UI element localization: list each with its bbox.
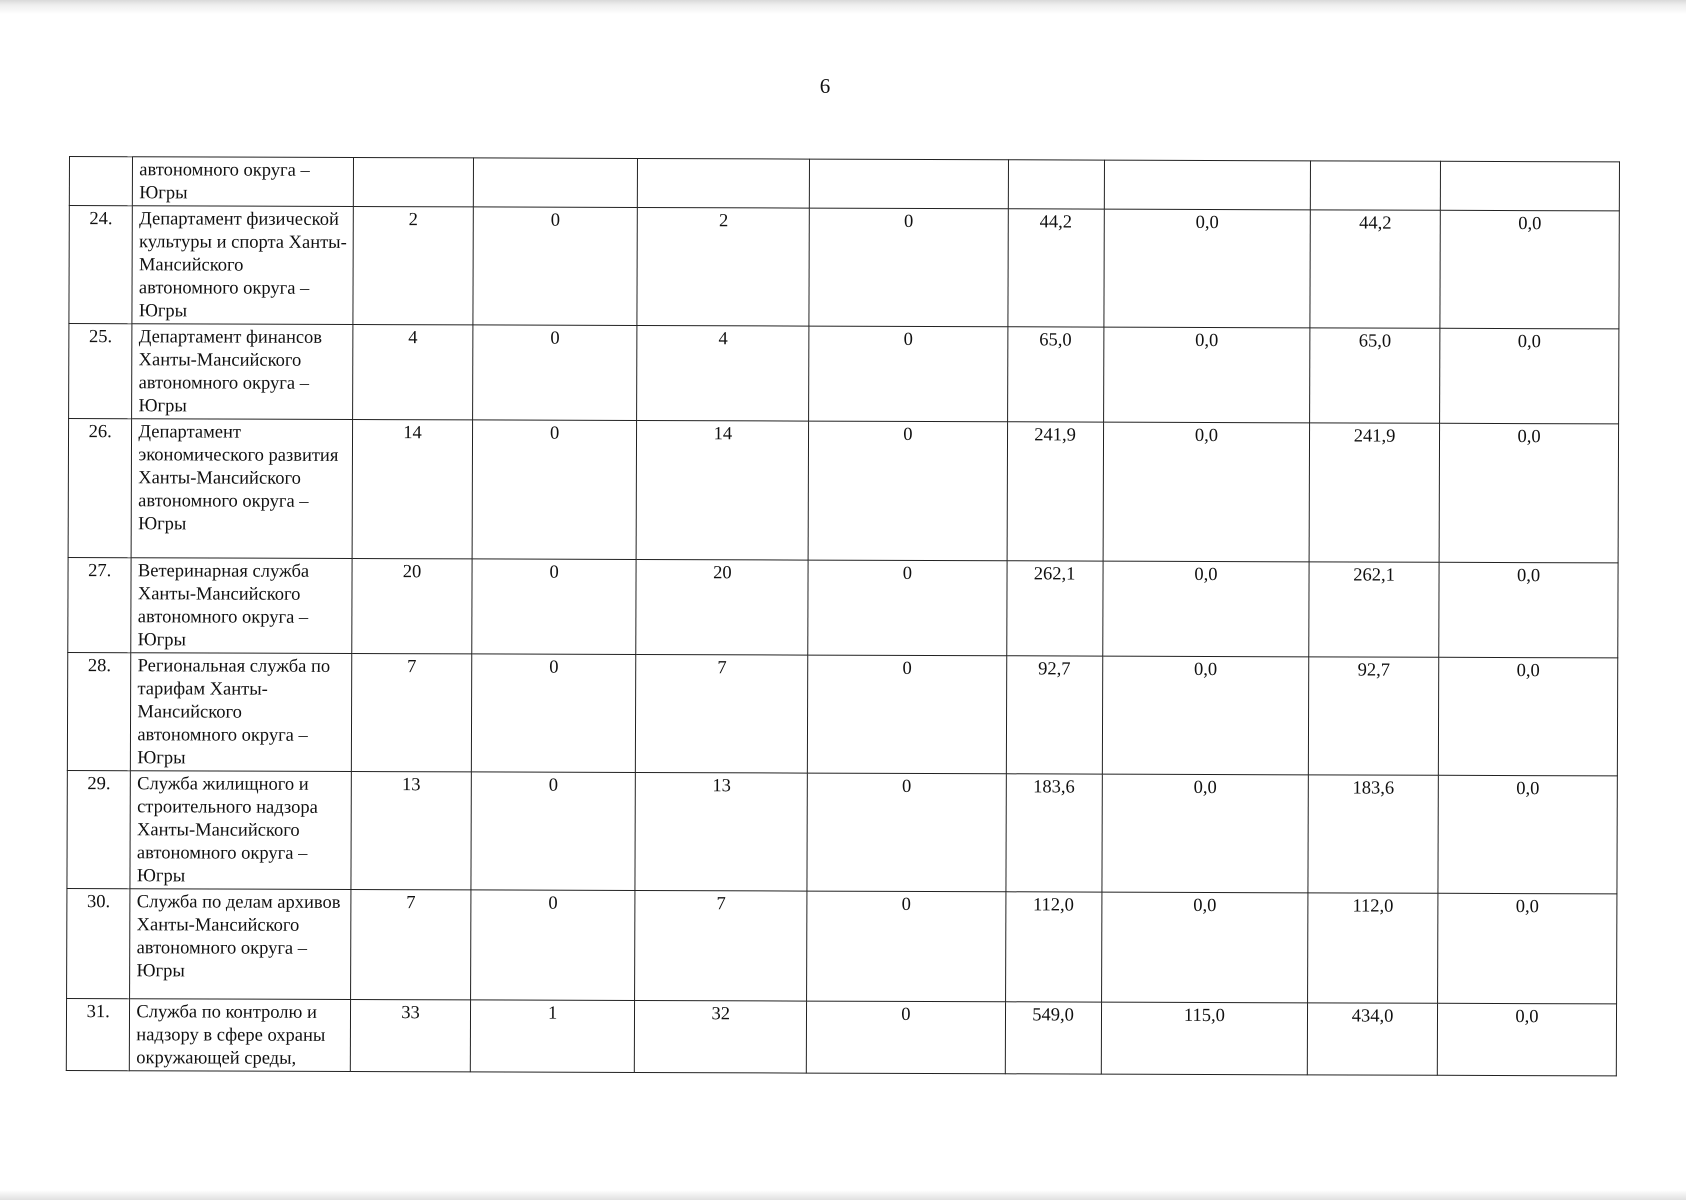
table-row (67, 770, 1617, 893)
value-cell: 65,0 (1310, 328, 1440, 423)
value-cell: 4 (637, 325, 809, 421)
organization-name: Региональная служба по тарифам Ханты-Мансийского автономного округа – Югры (131, 653, 352, 772)
value-cell: 262,1 (1309, 562, 1439, 657)
value-cell: 92,7 (1309, 657, 1439, 775)
page-number: 6 (819, 74, 831, 98)
value-cell: 0 (471, 654, 636, 773)
value-cell: 0,0 (1439, 562, 1618, 658)
row-number: 24. (69, 206, 133, 324)
organization-name: Департамент экономического развития Ханты-Мансийского автономного округа – Югры (131, 419, 352, 559)
value-cell: 7 (352, 653, 472, 771)
value-cell: 241,9 (1007, 422, 1104, 561)
value-cell: 241,9 (1309, 423, 1439, 562)
organization-name: Департамент физической культуры и спорта Ханты-Мансийского автономного округа – Югры (132, 206, 353, 325)
value-cell: 44,2 (1007, 209, 1104, 327)
value-cell: 0 (472, 325, 637, 421)
value-cell: 44,2 (1310, 210, 1440, 328)
organization-name: Ветеринарная служба Ханты-Мансийского автономного округа – Югры (131, 558, 352, 654)
value-cell: 0 (473, 207, 638, 326)
organization-name: Служба по контролю и надзору в сфере охраны окружающей среды, (130, 999, 351, 1072)
row-number (69, 157, 133, 206)
value-cell: 0,0 (1102, 561, 1309, 657)
value-cell: 14 (352, 419, 472, 558)
value-cell: 549,0 (1005, 1002, 1101, 1074)
value-cell: 0,0 (1438, 657, 1617, 776)
value-cell: 112,0 (1308, 893, 1438, 1003)
value-cell: 0,0 (1102, 656, 1309, 775)
value-cell: 0 (472, 420, 637, 560)
value-cell: 0 (808, 421, 1007, 561)
table-row (66, 998, 1616, 1075)
value-cell: 0,0 (1440, 210, 1619, 329)
value-cell: 112,0 (1005, 892, 1101, 1002)
value-cell: 0,0 (1438, 893, 1617, 1004)
value-cell: 14 (637, 420, 809, 560)
value-cell: 0 (808, 655, 1007, 774)
value-cell: 0 (809, 208, 1008, 327)
value-cell: 434,0 (1307, 1003, 1437, 1075)
value-cell: 7 (635, 890, 807, 1001)
row-number: 28. (67, 652, 131, 770)
table-row (67, 888, 1617, 1003)
value-cell: 1 (470, 1000, 635, 1073)
value-cell: 7 (636, 654, 808, 773)
value-cell: 33 (351, 999, 471, 1071)
value-cell: 0 (807, 891, 1006, 1002)
value-cell (473, 158, 638, 208)
value-cell: 20 (352, 558, 472, 653)
value-cell: 0 (809, 326, 1008, 422)
row-number: 27. (68, 557, 132, 652)
value-cell: 0,0 (1103, 422, 1310, 562)
table-row (67, 652, 1617, 775)
row-number: 29. (67, 770, 131, 888)
value-cell: 0 (807, 773, 1006, 892)
value-cell: 0 (470, 890, 635, 1001)
row-number: 26. (68, 419, 132, 558)
organization-name: Служба жилищного и строительного надзора Ханты-Мансийского автономного округа – Югры (130, 771, 351, 890)
data-table (66, 156, 1620, 1076)
value-cell (1008, 160, 1104, 209)
value-cell: 0,0 (1101, 892, 1308, 1003)
value-cell: 0,0 (1104, 209, 1311, 328)
value-cell (810, 159, 1009, 209)
value-cell: 2 (353, 206, 473, 324)
organization-name: автономного округа – Югры (133, 157, 354, 207)
value-cell (1440, 161, 1619, 211)
value-cell: 0 (807, 1001, 1006, 1074)
table-row (68, 557, 1618, 657)
value-cell: 0,0 (1438, 775, 1617, 894)
value-cell: 262,1 (1006, 561, 1102, 656)
value-cell: 32 (635, 1000, 807, 1073)
table-row (68, 419, 1618, 563)
value-cell: 0,0 (1437, 1003, 1616, 1076)
table-row (69, 206, 1619, 329)
value-cell: 65,0 (1007, 327, 1103, 422)
value-cell (354, 157, 474, 206)
value-cell: 183,6 (1005, 774, 1102, 892)
table-row (69, 157, 1619, 211)
value-cell (638, 158, 810, 208)
value-cell (1310, 161, 1440, 210)
value-cell: 7 (351, 889, 471, 999)
value-cell: 2 (637, 207, 809, 326)
scan-edge-top (0, 0, 1686, 14)
value-cell: 0,0 (1440, 328, 1619, 424)
value-cell: 0 (808, 560, 1007, 656)
value-cell: 0,0 (1439, 423, 1618, 563)
value-cell: 0 (472, 559, 637, 655)
value-cell: 115,0 (1101, 1002, 1308, 1075)
value-cell: 0,0 (1103, 327, 1310, 423)
organization-name: Департамент финансов Ханты-Мансийского автономного округа – Югры (132, 324, 353, 420)
value-cell: 0,0 (1102, 774, 1309, 893)
value-cell: 183,6 (1308, 775, 1438, 893)
value-cell: 13 (351, 771, 471, 889)
row-number: 30. (67, 888, 131, 998)
value-cell: 4 (353, 324, 473, 419)
row-number: 31. (66, 998, 130, 1070)
value-cell: 13 (635, 772, 807, 891)
value-cell: 20 (636, 559, 808, 655)
value-cell (1104, 160, 1311, 210)
organization-name: Служба по делам архивов Ханты-Мансийского автономного округа – Югры (130, 889, 351, 1000)
value-cell: 92,7 (1006, 656, 1103, 774)
row-number: 25. (69, 324, 133, 419)
table-row (69, 324, 1619, 424)
scan-edge-bottom (0, 1190, 1686, 1200)
value-cell: 0 (471, 772, 636, 891)
